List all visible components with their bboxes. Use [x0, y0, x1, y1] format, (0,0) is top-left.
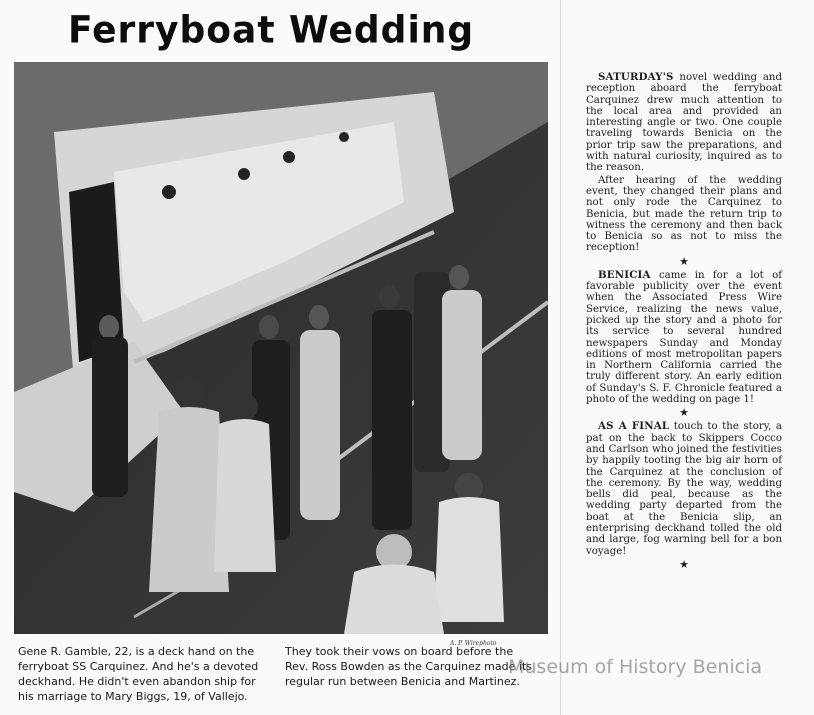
wedding-photo — [14, 62, 548, 634]
star-separator: ★ — [679, 406, 689, 420]
museum-watermark: Museum of History Benicia — [508, 656, 763, 678]
clipping-divider — [560, 0, 561, 715]
paragraph-lead: AS A FINAL — [598, 420, 670, 433]
photo-credit: A. P. Wirephoto — [450, 640, 497, 647]
star-separator: ★ — [679, 254, 689, 268]
article-paragraph-3 — [586, 270, 782, 406]
photo-caption: Gene R. Gamble, 22, is a deck hand on the ferryboat SS Carquinez. And he's a devoted deckhand. He didn't even abandon ship for his marriage to Mary Biggs, 19, of Vallejo. They took their vows on board before the Rev. Ross Bowden as the Carquinez made its regular run between Benicia and Martinez. — [18, 645, 532, 703]
article-paragraph-1 — [586, 72, 782, 174]
paragraph-text: novel wedding and reception aboard the ferryboat Carquinez drew much attention to the local area and provided an interesting angle or two. One couple traveling towards Benicia on the prior trip saw the preparations, and with natural curiosity, inquired as to the reason. — [586, 72, 782, 174]
paragraph-lead: BENICIA — [598, 268, 651, 281]
article-paragraph-4 — [586, 421, 782, 557]
paragraph-text: After hearing of the wedding event, they changed their plans and not only rode the Carquinez to Benicia, but made the return trip to witness the ceremony and then back to Benicia so as not to miss the reception! — [586, 174, 782, 254]
article-paragraph-2 — [586, 175, 782, 254]
paragraph-text: came in for a lot of favorable publicity over the event when the Associated Press Wire Service, realizing the news value, picked up the story and a photo for its service to several hundred newspapers Sunday and Monday editions of most metropolitan papers in Northern California carried the truly different story. An early edition of Sunday's S. F. Chronicle featured a photo of the wedding on page 1! — [586, 269, 782, 406]
paragraph-text: touch to the story, a pat on the back to Skippers Cocco and Carlson who joined the festivities by happily tooting the big air horn of the Carquinez at the conclusion of the ceremony. By the way, wedding bells did peal, because as the wedding party departed from the boat at the Benicia slip, an enterprising deckhand tolled the old and large, fog warning bell for a bon voyage! — [586, 421, 783, 557]
star-separator: ★ — [679, 557, 689, 571]
article-column — [586, 72, 782, 573]
paragraph-lead: SATURDAY'S — [598, 71, 674, 83]
headline: Ferryboat Wedding — [68, 8, 475, 53]
